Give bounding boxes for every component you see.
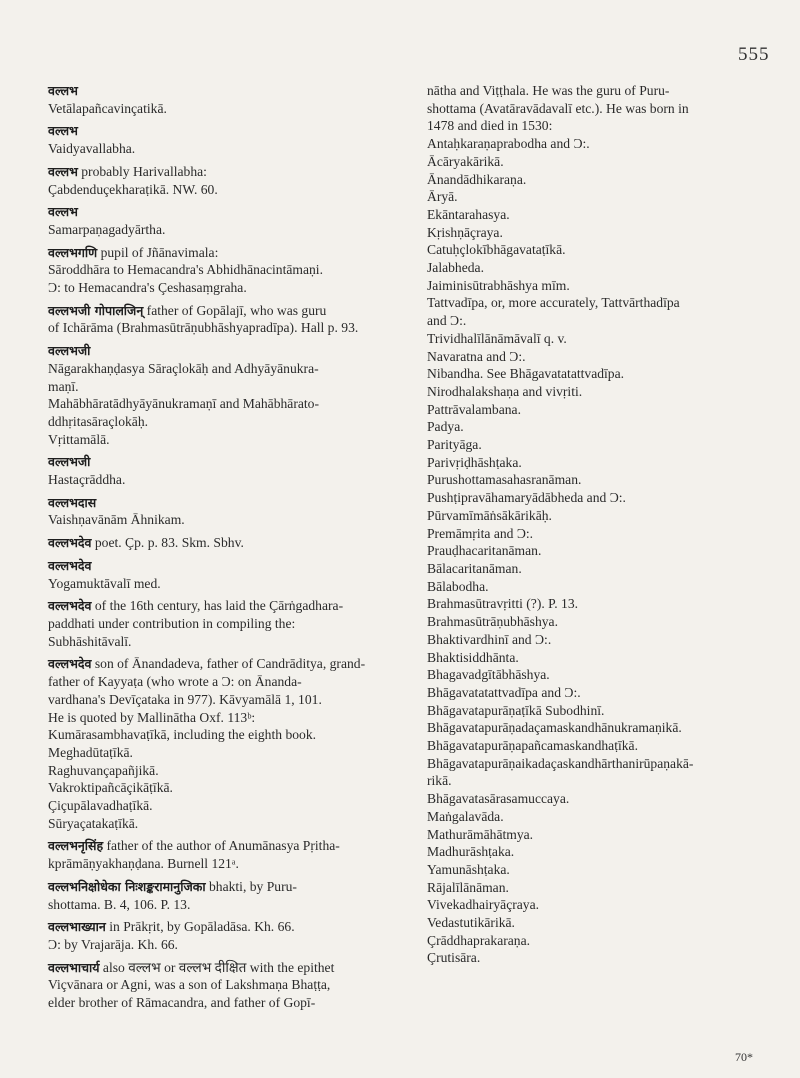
headword: वल्लभदेव [48,557,92,573]
list-item: Navaratna and Ɔ:. [427,348,526,364]
entry-headline [48,453,388,471]
entry-headline [48,837,388,855]
entry-inline-text: father of Gopālajī, who was guru [143,302,327,318]
list-item: Yamunāshṭaka. [427,861,510,877]
list-item: Parityāga. [427,437,482,453]
list-item: Brahmasūtravṛitti (?). P. 13. [427,596,579,612]
list-item: Bālacaritanāman. [427,560,522,576]
list-item: Pūrvamīmāṅsākārikāḥ. [427,507,552,523]
headword: वल्लभनृसिंह [48,838,104,854]
entry-inline-text: also वल्लभ or वल्लभ दीक्षित with the epithet [99,959,335,975]
list-item: Bhaktisiddhānta. [427,649,519,665]
list-item: Bhāgavatapurāṇaṭīkā Subodhinī. [427,702,605,718]
list-item: Padya. [427,419,464,435]
entry-headline [48,244,388,262]
list-item: Çrāddhaprakaraṇa. [427,932,531,948]
right-column [427,82,767,967]
list-item: Mathurāmāhātmya. [427,826,534,842]
entry-line: Ɔ: to Hemacandra's Çeshasaṃgraha. [48,280,247,296]
entry-inline-text: bhakti, by Puru- [205,878,297,894]
list-item: nātha and Viṭṭhala. He was the guru of Puru- [427,83,670,98]
entry-inline-text: in Prākṛit, by Gopāladāsa. Kh. 66. [105,919,295,935]
entry-line: Mahābhāratādhyāyānukramaṇī and Mahābhārato- [48,396,319,412]
headword: वल्लभजी गोपालजिन् [48,302,144,318]
entry-inline-text: poet. Çp. p. 83. Skm. Sbhv. [91,535,244,551]
list-item: Nirodhalakshaṇa and vivṛiti. [427,383,583,399]
entry-headline [48,82,388,100]
list-item: Jalabheda. [427,260,484,276]
entry-line: Vakroktipañcāçikāṭīkā. [48,780,173,796]
headword: वल्लभगणि [48,244,98,260]
list-item: Parivṛiḍhāshṭaka. [427,454,522,470]
entry-line: Raghuvançapañjikā. [48,762,159,778]
list-item: Ācāryakārikā. [427,153,504,169]
list-item: Pattrāvalambana. [427,401,521,417]
list-item: Āryā. [427,189,458,205]
list-item: shottama (Avatāravādavalī etc.). He was born in [427,100,689,116]
list-item: Çrutisāra. [427,950,481,966]
list-item: Ānandādhikaraṇa. [427,171,527,187]
headword: वल्लभ [48,204,78,220]
list-item: Premāmṛita and Ɔ:. [427,525,534,541]
list-item: Ekāntarahasya. [427,206,510,222]
headword: वल्लभनिक्षोधेका निःशङ्करामानुजिका [48,878,206,894]
entry-headline [48,918,388,936]
list-item: Bhāgavatapurāṇapañcamaskandhaṭīkā. [427,738,638,754]
entry-line: shottama. B. 4, 106. P. 13. [48,896,191,912]
list-item: Nibandha. See Bhāgavatatattvadīpa. [427,366,625,382]
dictionary-entry [48,557,388,592]
signature-mark: 70* [735,1050,753,1064]
list-item: 1478 and died in 1530: [427,118,553,134]
entry-headline [48,655,388,673]
entry-line: Vetālapañcavinçatikā. [48,100,167,116]
entry-line: Hastaçrāddha. [48,472,126,488]
list-item: Madhurāshṭaka. [427,844,515,860]
entry-headline [48,878,388,896]
list-item: Kṛishṇāçraya. [427,224,503,240]
list-item: Vedastutikārikā. [427,915,515,931]
headword: वल्लभ [48,163,78,179]
entry-line: father of Kayyaṭa (who wrote a Ɔ: on Ānanda- [48,674,302,690]
list-item: Rājalīlānāman. [427,879,509,895]
headword: वल्लभदेव [48,598,92,614]
dictionary-entry [48,122,388,157]
entry-line: Viçvānara or Agni, was a son of Lakshmaṇa Bhaṭṭa, [48,977,331,993]
dictionary-entry [48,494,388,529]
list-item: Trividhalīlānāmāvalī q. v. [427,330,567,346]
entry-line: vardhana's Devīçataka in 977). Kāvyamālā 1, 101. [48,691,322,707]
list-item: Vivekadhairyāçraya. [427,897,540,913]
page-number: 555 [738,44,770,65]
dictionary-entry [48,244,388,297]
list-item: Bhaktivardhinī and Ɔ:. [427,631,552,647]
entry-line: Ɔ: by Vrajarāja. Kh. 66. [48,936,178,952]
list-item: Brahmasūtrāṇubhāshya. [427,614,558,630]
entry-line: Yogamuktāvalī med. [48,575,161,591]
entry-line: Subhāshitāvalī. [48,633,132,649]
entry-headline [48,163,388,181]
entry-line: maṇī. [48,378,79,394]
list-item: Jaiminisūtrabhāshya mīm. [427,277,570,293]
list-item: Bhāgavatapurāṇaikadaçaskandhārthanirūpaṇakā- [427,755,694,771]
entry-line: Vṛittamālā. [48,431,110,447]
dictionary-entry [48,837,388,872]
entry-inline-text: of the 16th century, has laid the Çārṅgadhara- [91,598,344,614]
entry-line: Samarpaṇagadyārtha. [48,221,166,237]
list-item: and Ɔ:. [427,313,467,329]
entry-line: of Ichārāma (Brahmasūtrāṇubhāshyapradīpa). Hall p. 93. [48,320,359,336]
dictionary-entry [48,203,388,238]
entry-line: Vaishṇavānām Āhnikam. [48,512,185,528]
headword: वल्लभाख्यान [48,919,106,935]
dictionary-entry [48,655,388,832]
entry-line: Çabdenduçekharaṭikā. NW. 60. [48,181,218,197]
entry-inline-text: probably Harivallabha: [77,163,207,179]
list-item: Bhāgavatasārasamuccaya. [427,791,570,807]
headword: वल्लभजी [48,454,91,470]
entry-headline [48,557,388,575]
headword: वल्लभदेव [48,656,92,672]
entry-line: Sāroddhāra to Hemacandra's Abhidhānacintāmaṇi. [48,262,323,278]
entry-headline [48,302,388,320]
entry-line: ddhṛitasāraçlokāḥ. [48,413,149,429]
dictionary-entry [48,302,388,337]
entry-line: Nāgarakhaṇḍasya Sāraçlokāḥ and Adhyāyānukra- [48,360,319,376]
entry-line: Sūryaçatakaṭīkā. [48,815,139,831]
list-item: Purushottamasahasranāman. [427,472,582,488]
entry-headline [48,597,388,615]
list-item: Bhāgavatatattvadīpa and Ɔ:. [427,684,581,700]
headword: वल्लभाचार्य [48,959,100,975]
headword: वल्लभदेव [48,535,92,551]
dictionary-entry [48,918,388,953]
list-item: Maṅgalavāda. [427,808,504,824]
headword: वल्लभजी [48,343,91,359]
headword: वल्लभ [48,83,78,98]
entry-line: paddhati under contribution in compiling the: [48,615,296,631]
entry-line: He is quoted by Mallinātha Oxf. 113ᵇ: [48,709,256,725]
list-item: Bālabodha. [427,578,489,594]
entry-headline [48,534,388,552]
dictionary-entry [48,342,388,448]
entry-line: Çiçupālavadhaṭīkā. [48,798,153,814]
entry-inline-text: pupil of Jñānavimala: [97,244,219,260]
dictionary-entry [48,453,388,488]
entry-line: Meghadūtaṭīkā. [48,744,133,760]
dictionary-entry [48,878,388,913]
entry-inline-text: father of the author of Anumānasya Pṛitha- [103,838,340,854]
list-item: Antaḥkaraṇaprabodha and Ɔ:. [427,136,590,152]
entry-headline [48,494,388,512]
headword: वल्लभदास [48,494,97,510]
dictionary-entry [48,534,388,552]
list-item: Catuḥçlokībhāgavataṭīkā. [427,242,566,258]
dictionary-entry [48,82,388,117]
list-item: Pushṭipravāhamaryādābheda and Ɔ:. [427,490,626,506]
headword: वल्लभ [48,123,78,139]
list-item: rikā. [427,773,452,789]
list-item: Tattvadīpa, or, more accurately, Tattvārthadīpa [427,295,680,311]
entry-inline-text: son of Ānandadeva, father of Candrāditya, grand- [91,656,366,672]
list-item: Prauḍhacaritanāman. [427,543,542,559]
dictionary-entry [48,959,388,1012]
left-column [48,82,388,1017]
dictionary-entry [48,163,388,198]
entry-headline [48,959,388,977]
entry-line: Vaidyavallabha. [48,141,136,157]
dictionary-entry [48,597,388,650]
entry-headline [48,122,388,140]
entry-headline [48,203,388,221]
entry-headline [48,342,388,360]
list-item: Bhāgavatapurāṇadaçamaskandhānukramaṇikā. [427,720,682,736]
list-item: Bhagavadgītābhāshya. [427,667,550,683]
entry-line: Kumārasambhavaṭīkā, including the eighth book. [48,727,317,743]
entry-line: kprāmāṇyakhaṇḍana. Burnell 121ᵃ. [48,856,239,872]
entry-line: elder brother of Rāmacandra, and father of Gopī- [48,995,316,1011]
